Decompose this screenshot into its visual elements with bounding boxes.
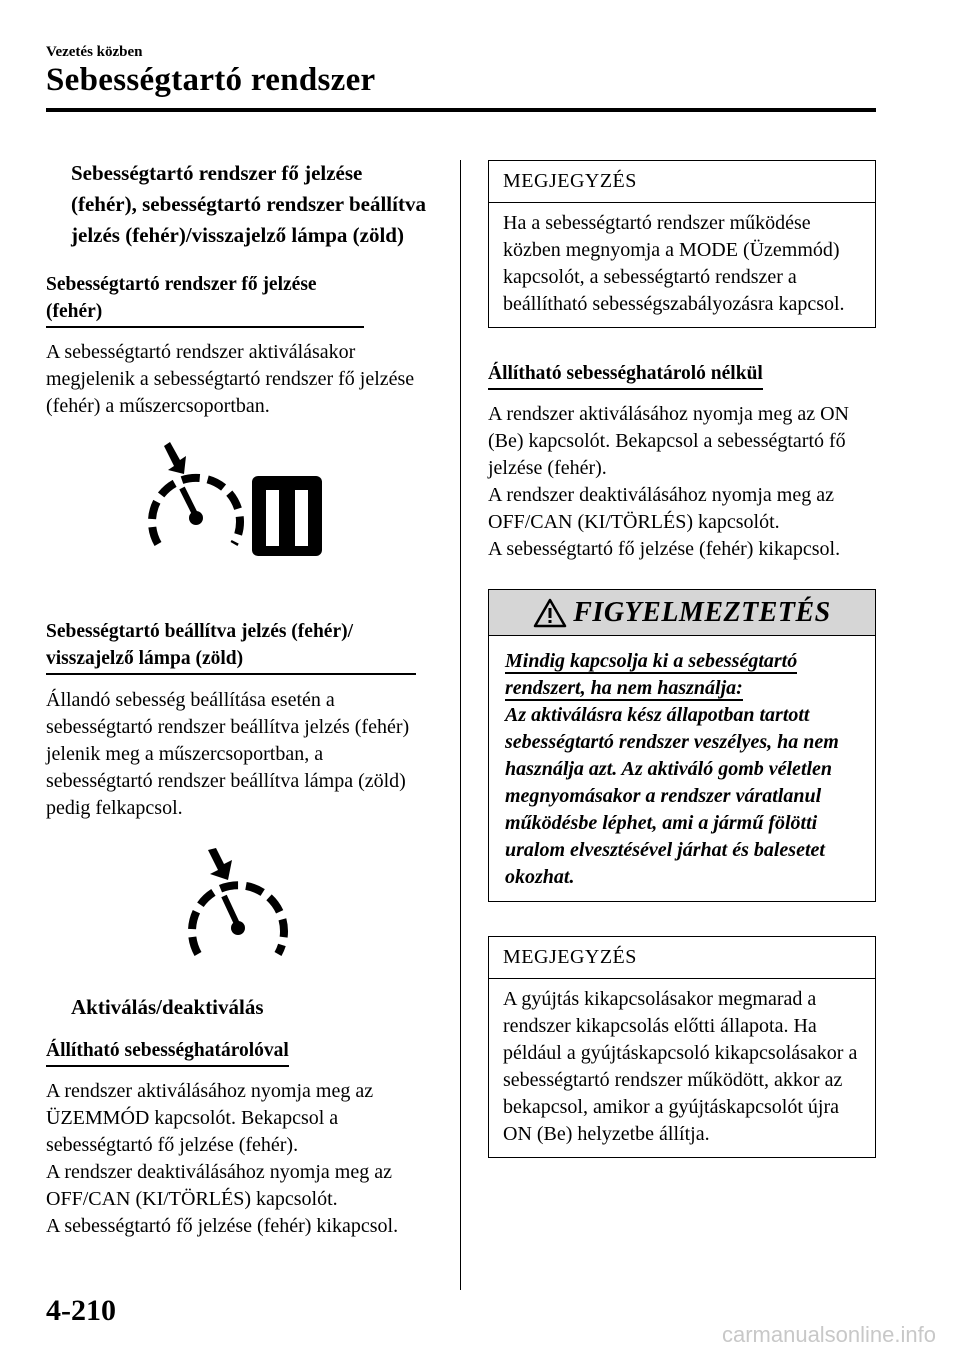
warning-lead: Mindig kapcsolja ki a sebességtartó rendszert, ha nem használja:: [505, 650, 798, 699]
title-rule: [46, 108, 876, 112]
cruise-main-indicator-icon: [46, 442, 426, 574]
note-box-1: [488, 160, 876, 328]
note-body: Ha a sebességtartó rendszer működése közben megnyomja a MODE (Üzemmód) kapcsolót, a sebességtartó rendszer a beállítható sebességszabályozásra kapcsol.: [503, 212, 845, 315]
breadcrumb: Vezetés közben: [46, 44, 143, 60]
main-indicator-text: A sebességtartó rendszer aktiválásakor megjelenik a sebességtartó rendszer fő jelzése (fehér) a műszercsoportban.: [46, 341, 415, 417]
right-column: [488, 160, 876, 1158]
warning-header: [489, 590, 875, 636]
note-title: MEGJEGYZÉS: [489, 937, 875, 979]
warning-box: [488, 589, 876, 902]
warning-body: [489, 636, 875, 901]
warning-title: FIGYELMEZTETÉS: [573, 596, 831, 628]
set-indicator-text: Állandó sebesség beállítása esetén a sebességtartó rendszer beállítva jelzés (fehér) jelenik meg a műszercsoportban, a sebességtartó rendszer beállítva lámpa (zöld) pedig felkapcsol.: [46, 689, 410, 819]
warning-triangle-icon: [533, 598, 567, 628]
section-heading: Sebességtartó rendszer fő jelzése (fehér), sebességtartó rendszer beállítva jelzés (fehér)/visszajelző lámpa (zöld): [71, 161, 426, 247]
set-indicator-heading: Sebességtartó beállítva jelzés (fehér)/ visszajelző lámpa (zöld): [46, 618, 416, 675]
left-column: [46, 158, 426, 1240]
warning-text: Az aktiválásra kész állapotban tartott sebességtartó rendszer veszélyes, ha nem használja azt. Az aktiváló gomb véletlen megnyomásakor a rendszer váratlanul működésbe léphet, ami a jármű fölötti uralom elvesztésével járhat és balesetet okozhat.: [505, 704, 839, 888]
without-limiter-text: A rendszer aktiválásához nyomja meg az ON (Be) kapcsolót. Bekapcsol a sebességtartó fő jelzése (fehér). A rendszer deaktiválásához nyomja meg az OFF/CAN (KI/TÖRLÉS) kapcsolót. A sebességtartó fő jelzése (fehér) kikapcsol.: [488, 403, 849, 560]
activation-heading: Aktiválás/deaktiválás: [71, 995, 264, 1019]
with-limiter-text: A rendszer aktiválásához nyomja meg az ÜZEMMÓD kapcsolót. Bekapcsol a sebességtartó fő jelzése (fehér). A rendszer deaktiválásához nyomja meg az OFF/CAN (KI/TÖRLÉS) kapcsolót. A sebességtartó fő jelzése (fehér) kikapcsol.: [46, 1080, 399, 1237]
main-indicator-heading: Sebességtartó rendszer fő jelzése (fehér): [46, 271, 364, 328]
with-limiter-heading: Állítható sebességhatárolóval: [46, 1037, 289, 1067]
page-number: 4-210: [46, 1294, 116, 1327]
note-body: A gyújtás kikapcsolásakor megmarad a rendszer kikapcsolás előtti állapota. Ha például a gyújtáskapcsoló kikapcsolásakor a sebességtartó rendszer működött, akkor az bekapcsol, amikor a gyújtáskapcsolót újra ON (Be) helyzetbe állítja.: [503, 988, 858, 1145]
note-title: MEGJEGYZÉS: [489, 161, 875, 203]
cruise-set-indicator-icon: [46, 848, 426, 966]
column-divider: [460, 160, 461, 1290]
watermark: carmanualsonline.info: [721, 1322, 936, 1347]
page-title: Sebességtartó rendszer: [46, 62, 376, 98]
without-limiter-heading: Állítható sebességhatároló nélkül: [488, 360, 763, 390]
note-box-2: [488, 936, 876, 1158]
